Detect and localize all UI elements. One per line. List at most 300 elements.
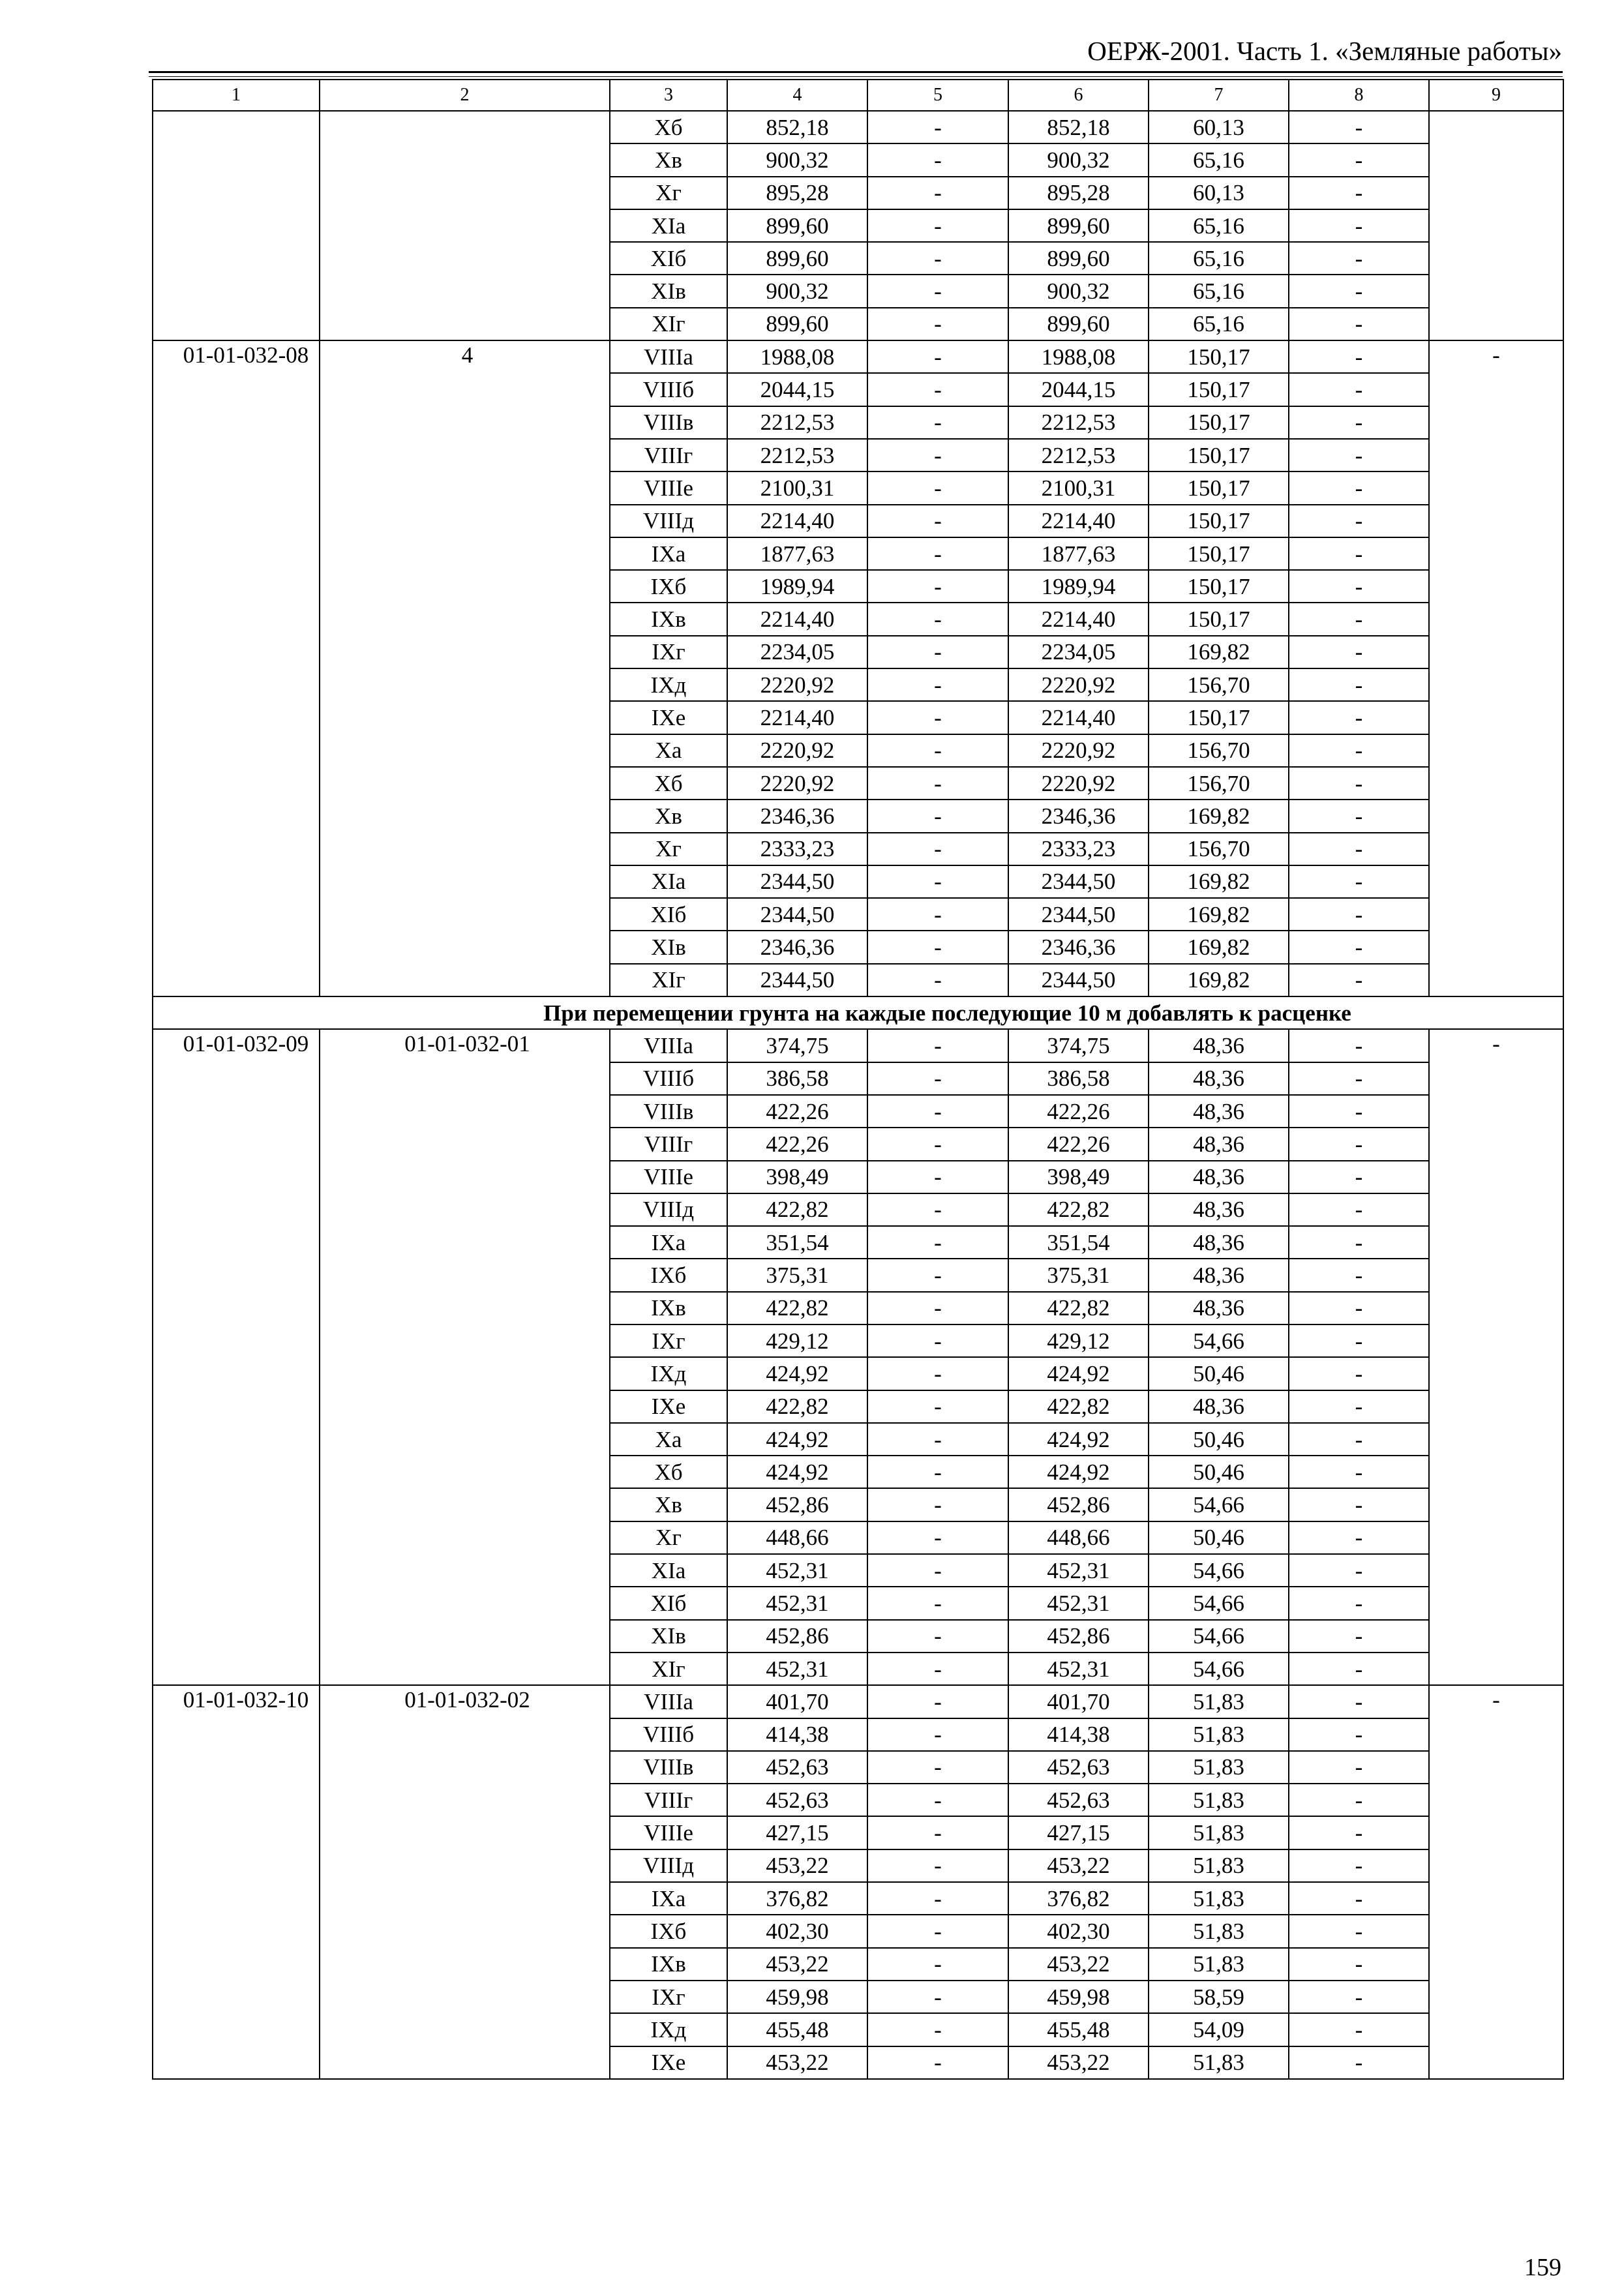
table-cell: 422,82 (1008, 1292, 1149, 1324)
table-cell: - (867, 964, 1008, 996)
table-cell: 401,70 (727, 1685, 867, 1718)
col9-cell: - (1429, 340, 1563, 996)
table-cell: 852,18 (727, 111, 867, 143)
table-cell: 424,92 (727, 1423, 867, 1456)
table-cell: - (1289, 865, 1429, 898)
table-cell: XIг (610, 964, 727, 996)
table-cell: 156,70 (1149, 668, 1289, 701)
table-cell: 1877,63 (727, 537, 867, 570)
table-cell: VIIIд (610, 1193, 727, 1226)
table-cell: 60,13 (1149, 111, 1289, 143)
page-number: 159 (1524, 2254, 1561, 2281)
table-cell: 895,28 (727, 177, 867, 209)
table-cell: - (867, 1685, 1008, 1718)
table-cell: - (867, 833, 1008, 865)
table-cell: 2100,31 (727, 471, 867, 504)
table-row (153, 1029, 1563, 1062)
table-cell: 51,83 (1149, 1784, 1289, 1816)
table-row (153, 340, 1563, 373)
table-cell: - (867, 1357, 1008, 1390)
rates-table (152, 79, 1564, 2080)
table-cell: 2212,53 (1008, 439, 1149, 471)
table-cell: - (867, 439, 1008, 471)
table-cell: - (867, 1653, 1008, 1685)
table-cell: 2220,92 (727, 734, 867, 767)
rate-code-cell: 01-01-032-08 (153, 340, 320, 996)
table-cell: IXг (610, 1324, 727, 1357)
table-cell: - (1289, 1390, 1429, 1423)
table-cell: 900,32 (1008, 275, 1149, 307)
table-cell: 169,82 (1149, 865, 1289, 898)
table-cell: Хг (610, 177, 727, 209)
table-cell: Хг (610, 1521, 727, 1554)
table-cell: - (1289, 1357, 1429, 1390)
table-cell: 48,36 (1149, 1128, 1289, 1160)
table-cell: - (1289, 439, 1429, 471)
table-cell: VIIIе (610, 1161, 727, 1193)
table-cell: 351,54 (1008, 1226, 1149, 1259)
table-cell: IXг (610, 1981, 727, 2013)
table-cell: - (1289, 1226, 1429, 1259)
table-cell: 422,26 (1008, 1095, 1149, 1128)
table-cell: - (867, 143, 1008, 176)
table-cell: 54,66 (1149, 1488, 1289, 1521)
table-cell: 453,22 (727, 1849, 867, 1882)
table-cell: - (1289, 1784, 1429, 1816)
table-cell: 424,92 (727, 1456, 867, 1488)
table-cell: 1877,63 (1008, 537, 1149, 570)
table-cell: 2044,15 (1008, 373, 1149, 406)
table-cell: IXе (610, 701, 727, 734)
table-cell: 402,30 (1008, 1915, 1149, 1947)
table-cell: 150,17 (1149, 505, 1289, 537)
table-cell: - (867, 636, 1008, 668)
table-cell: - (867, 537, 1008, 570)
table-cell: 453,22 (727, 2046, 867, 2079)
table-cell: - (1289, 1849, 1429, 1882)
table-cell: - (867, 1324, 1008, 1357)
table-cell: - (1289, 471, 1429, 504)
table-cell: 459,98 (1008, 1981, 1149, 2013)
table-cell: 150,17 (1149, 406, 1289, 439)
table-cell: Хб (610, 1456, 727, 1488)
table-cell: 375,31 (727, 1259, 867, 1291)
table-cell: - (1289, 1292, 1429, 1324)
table-cell: 386,58 (727, 1062, 867, 1095)
table-cell: - (867, 1554, 1008, 1587)
table-cell: 2214,40 (1008, 505, 1149, 537)
table-cell: - (867, 111, 1008, 143)
table-cell: - (1289, 505, 1429, 537)
table-cell: 150,17 (1149, 471, 1289, 504)
table-cell: Хв (610, 1488, 727, 1521)
table-cell: IXб (610, 1915, 727, 1947)
col-header-6: 6 (1008, 80, 1149, 111)
table-cell: IXб (610, 1259, 727, 1291)
table-cell: 48,36 (1149, 1259, 1289, 1291)
table-cell: - (1289, 1095, 1429, 1128)
table-cell: 422,26 (727, 1128, 867, 1160)
table-cell: - (867, 1062, 1008, 1095)
table-cell: 452,63 (727, 1751, 867, 1784)
table-cell: 895,28 (1008, 177, 1149, 209)
table-cell: 852,18 (1008, 111, 1149, 143)
table-cell: 2214,40 (727, 505, 867, 537)
table-cell: 150,17 (1149, 603, 1289, 635)
table-cell: 1989,94 (1008, 570, 1149, 603)
table-cell: - (1289, 603, 1429, 635)
table-cell: 169,82 (1149, 636, 1289, 668)
table-cell: - (867, 1423, 1008, 1456)
table-cell: - (867, 1751, 1008, 1784)
table-cell: 2344,50 (727, 964, 867, 996)
table-cell: 65,16 (1149, 242, 1289, 275)
table-cell: 2212,53 (1008, 406, 1149, 439)
table-cell: - (1289, 1816, 1429, 1849)
table-cell: Xa (610, 1423, 727, 1456)
table-cell: VIIIв (610, 406, 727, 439)
table-cell: - (1289, 701, 1429, 734)
table-cell: Xa (610, 734, 727, 767)
table-cell: - (1289, 833, 1429, 865)
table-cell: 424,92 (727, 1357, 867, 1390)
table-cell: 2214,40 (727, 603, 867, 635)
table-cell: 1989,94 (727, 570, 867, 603)
table-cell: - (867, 734, 1008, 767)
table-cell: XIг (610, 308, 727, 340)
table-cell: VIIIa (610, 340, 727, 373)
table-cell: 455,48 (1008, 2013, 1149, 2046)
reference-cell: 01-01-032-02 (320, 1685, 610, 2079)
table-cell: - (867, 308, 1008, 340)
table-cell: 452,63 (1008, 1784, 1149, 1816)
table-cell: - (867, 2013, 1008, 2046)
table-cell: 459,98 (727, 1981, 867, 2013)
table-cell: 376,82 (1008, 1882, 1149, 1915)
table-cell: 48,36 (1149, 1193, 1289, 1226)
table-cell: 899,60 (727, 242, 867, 275)
table-cell: XIa (610, 1554, 727, 1587)
table-cell: 398,49 (727, 1161, 867, 1193)
table-cell: 899,60 (1008, 308, 1149, 340)
table-cell: 414,38 (1008, 1718, 1149, 1751)
table-cell: 51,83 (1149, 2046, 1289, 2079)
table-cell: - (867, 242, 1008, 275)
table-cell: 351,54 (727, 1226, 867, 1259)
col-header-7: 7 (1149, 80, 1289, 111)
table-cell: - (867, 1390, 1008, 1423)
table-cell: 386,58 (1008, 1062, 1149, 1095)
table-cell: XIв (610, 1620, 727, 1653)
table-cell: VIIIв (610, 1751, 727, 1784)
table-cell: 374,75 (727, 1029, 867, 1062)
table-cell: - (1289, 1751, 1429, 1784)
table-cell: - (1289, 406, 1429, 439)
table-cell: 2344,50 (1008, 898, 1149, 931)
table-cell: XIa (610, 865, 727, 898)
table-cell: 422,26 (1008, 1128, 1149, 1160)
table-cell: - (867, 701, 1008, 734)
table-cell: 376,82 (727, 1882, 867, 1915)
table-cell: 402,30 (727, 1915, 867, 1947)
table-cell: - (1289, 1456, 1429, 1488)
table-cell: XIб (610, 242, 727, 275)
table-cell: 150,17 (1149, 537, 1289, 570)
table-cell: - (1289, 931, 1429, 963)
table-cell: 899,60 (1008, 242, 1149, 275)
table-cell: 2220,92 (1008, 668, 1149, 701)
table-cell: 414,38 (727, 1718, 867, 1751)
table-cell: - (867, 931, 1008, 963)
table-cell: 51,83 (1149, 1849, 1289, 1882)
table-cell: 65,16 (1149, 209, 1289, 242)
table-cell: VIIIд (610, 1849, 727, 1882)
table-cell: 452,31 (727, 1587, 867, 1619)
table-cell: - (867, 1521, 1008, 1554)
table-cell: - (1289, 1718, 1429, 1751)
table-cell: - (1289, 1488, 1429, 1521)
table-cell: - (867, 1981, 1008, 2013)
col9-cell: - (1429, 1685, 1563, 2079)
table-cell: 48,36 (1149, 1062, 1289, 1095)
table-cell: - (1289, 111, 1429, 143)
table-cell: - (867, 1292, 1008, 1324)
table-cell: - (867, 471, 1008, 504)
table-cell: - (867, 177, 1008, 209)
table-cell: 398,49 (1008, 1161, 1149, 1193)
table-cell: 156,70 (1149, 833, 1289, 865)
table-cell: 900,32 (727, 275, 867, 307)
table-cell: 453,22 (1008, 2046, 1149, 2079)
table-cell: - (867, 1193, 1008, 1226)
table-cell: - (1289, 2013, 1429, 2046)
table-cell: 54,66 (1149, 1587, 1289, 1619)
table-cell: 2346,36 (1008, 931, 1149, 963)
table-cell: IXд (610, 668, 727, 701)
table-cell: 2346,36 (727, 931, 867, 963)
table-cell: 422,82 (1008, 1390, 1149, 1423)
table-cell: 899,60 (1008, 209, 1149, 242)
table-cell: - (1289, 1193, 1429, 1226)
table-row (153, 111, 1563, 143)
table-cell: VIIIг (610, 1128, 727, 1160)
table-cell: - (867, 1029, 1008, 1062)
table-cell: 452,63 (727, 1784, 867, 1816)
table-cell: 156,70 (1149, 767, 1289, 800)
table-cell: 452,63 (1008, 1751, 1149, 1784)
table-cell: Хв (610, 143, 727, 176)
table-cell: XIг (610, 1653, 727, 1685)
table-cell: VIIIг (610, 1784, 727, 1816)
running-header: ОЕРЖ-2001. Часть 1. «Земляные работы» (1087, 36, 1562, 66)
table-cell: VIIIе (610, 1816, 727, 1849)
table-cell: - (867, 1128, 1008, 1160)
table-cell: IXa (610, 537, 727, 570)
table-cell: - (867, 1095, 1008, 1128)
table-cell: - (867, 1161, 1008, 1193)
table-cell: - (1289, 1981, 1429, 2013)
table-cell: 455,48 (727, 2013, 867, 2046)
table-cell: 54,66 (1149, 1653, 1289, 1685)
note-row (153, 996, 1563, 1029)
table-cell: 54,66 (1149, 1324, 1289, 1357)
table-cell: 448,66 (1008, 1521, 1149, 1554)
table-cell: 150,17 (1149, 373, 1289, 406)
table-cell: 2220,92 (1008, 767, 1149, 800)
table-cell: 2212,53 (727, 406, 867, 439)
table-cell: - (1289, 1029, 1429, 1062)
table-cell: - (1289, 636, 1429, 668)
table-cell: - (867, 1784, 1008, 1816)
table-cell: 2344,50 (727, 865, 867, 898)
table-cell: 2234,05 (1008, 636, 1149, 668)
table-cell: - (867, 767, 1008, 800)
table-cell: 2220,92 (1008, 734, 1149, 767)
table-cell: 48,36 (1149, 1095, 1289, 1128)
table-cell: - (867, 1718, 1008, 1751)
table-cell: XIв (610, 275, 727, 307)
table-cell: 2344,50 (1008, 865, 1149, 898)
table-cell: 452,86 (727, 1488, 867, 1521)
table-cell: 2333,23 (727, 833, 867, 865)
table-cell: - (1289, 1259, 1429, 1291)
table-cell: - (1289, 308, 1429, 340)
table-cell: 48,36 (1149, 1029, 1289, 1062)
table-cell: 54,66 (1149, 1554, 1289, 1587)
table-cell: 150,17 (1149, 701, 1289, 734)
table-cell: 150,17 (1149, 439, 1289, 471)
rate-code-cell (153, 111, 320, 340)
table-cell: 452,31 (1008, 1653, 1149, 1685)
col-header-3: 3 (610, 80, 727, 111)
table-cell: 453,22 (727, 1948, 867, 1981)
table-cell: 429,12 (727, 1324, 867, 1357)
table-cell: 150,17 (1149, 340, 1289, 373)
table-cell: 51,83 (1149, 1816, 1289, 1849)
table-cell: IXв (610, 1292, 727, 1324)
table-cell: - (867, 2046, 1008, 2079)
table-cell: 452,86 (727, 1620, 867, 1653)
table-cell: - (1289, 734, 1429, 767)
table-cell: 899,60 (727, 308, 867, 340)
table-cell: 2214,40 (1008, 701, 1149, 734)
table-cell: 150,17 (1149, 570, 1289, 603)
table-cell: XIб (610, 898, 727, 931)
table-cell: Хб (610, 111, 727, 143)
table-cell: 427,15 (1008, 1816, 1149, 1849)
table-cell: VIIIв (610, 1095, 727, 1128)
table-cell: VIIIе (610, 471, 727, 504)
col-header-1: 1 (153, 80, 320, 111)
table-cell: - (1289, 570, 1429, 603)
table-cell: - (867, 1488, 1008, 1521)
table-cell: 58,59 (1149, 1981, 1289, 2013)
table-cell: Хв (610, 800, 727, 832)
table-cell: 156,70 (1149, 734, 1289, 767)
table-cell: 51,83 (1149, 1948, 1289, 1981)
table-cell: 422,82 (727, 1193, 867, 1226)
table-cell: - (867, 668, 1008, 701)
table-cell: 452,31 (727, 1653, 867, 1685)
table-cell: 51,83 (1149, 1915, 1289, 1947)
table-cell: VIIIa (610, 1029, 727, 1062)
table-cell: - (867, 1587, 1008, 1619)
col9-cell: - (1429, 1029, 1563, 1685)
col-header-9: 9 (1429, 80, 1563, 111)
col-header-4: 4 (727, 80, 867, 111)
table-cell: - (867, 1816, 1008, 1849)
table-cell: 2234,05 (727, 636, 867, 668)
table-cell: - (1289, 1521, 1429, 1554)
table-cell: 422,82 (1008, 1193, 1149, 1226)
table-cell: - (867, 1259, 1008, 1291)
header-rule (149, 71, 1563, 73)
table-cell: 48,36 (1149, 1292, 1289, 1324)
table-cell: 422,26 (727, 1095, 867, 1128)
table-cell: - (1289, 1685, 1429, 1718)
table-cell: - (1289, 177, 1429, 209)
table-cell: 50,46 (1149, 1456, 1289, 1488)
table-cell: - (867, 1948, 1008, 1981)
table-cell: XIв (610, 931, 727, 963)
table-cell: VIIIa (610, 1685, 727, 1718)
table-cell: - (867, 1620, 1008, 1653)
table-cell: - (1289, 1062, 1429, 1095)
table-cell: 375,31 (1008, 1259, 1149, 1291)
table-cell: 50,46 (1149, 1357, 1289, 1390)
reference-cell: 01-01-032-01 (320, 1029, 610, 1685)
table-cell: Хг (610, 833, 727, 865)
rate-code-cell: 01-01-032-10 (153, 1685, 320, 2079)
table-cell: 401,70 (1008, 1685, 1149, 1718)
table-cell: 2346,36 (727, 800, 867, 832)
table-cell: 169,82 (1149, 931, 1289, 963)
table-cell: 452,86 (1008, 1620, 1149, 1653)
table-cell: VIIIг (610, 439, 727, 471)
table-cell: - (1289, 1128, 1429, 1160)
table-cell: 2212,53 (727, 439, 867, 471)
table-cell: - (867, 1915, 1008, 1947)
table-body (153, 80, 1563, 2079)
table-cell: 65,16 (1149, 143, 1289, 176)
section-note: При перемещении грунта на каждые последующие 10 м добавлять к расценке (153, 996, 1563, 1029)
table-cell: 2100,31 (1008, 471, 1149, 504)
rate-code-cell: 01-01-032-09 (153, 1029, 320, 1685)
table-cell: IXг (610, 636, 727, 668)
table-cell: - (1289, 668, 1429, 701)
table-cell: - (1289, 1587, 1429, 1619)
table-cell: 2220,92 (727, 668, 867, 701)
table-cell: 452,31 (727, 1554, 867, 1587)
table-row (153, 1685, 1563, 1718)
table-cell: 429,12 (1008, 1324, 1149, 1357)
table-cell: - (1289, 800, 1429, 832)
table-cell: - (1289, 1423, 1429, 1456)
table-cell: IXе (610, 2046, 727, 2079)
col-header-5: 5 (867, 80, 1008, 111)
table-cell: 1988,08 (1008, 340, 1149, 373)
table-cell: 51,83 (1149, 1751, 1289, 1784)
table-cell: IXд (610, 1357, 727, 1390)
table-cell: - (1289, 1948, 1429, 1981)
table-cell: VIIIб (610, 1718, 727, 1751)
table-cell: 2346,36 (1008, 800, 1149, 832)
table-cell: - (867, 865, 1008, 898)
table-cell: - (1289, 1915, 1429, 1947)
table-cell: 422,82 (727, 1390, 867, 1423)
table-cell: 424,92 (1008, 1456, 1149, 1488)
table-cell: 65,16 (1149, 308, 1289, 340)
